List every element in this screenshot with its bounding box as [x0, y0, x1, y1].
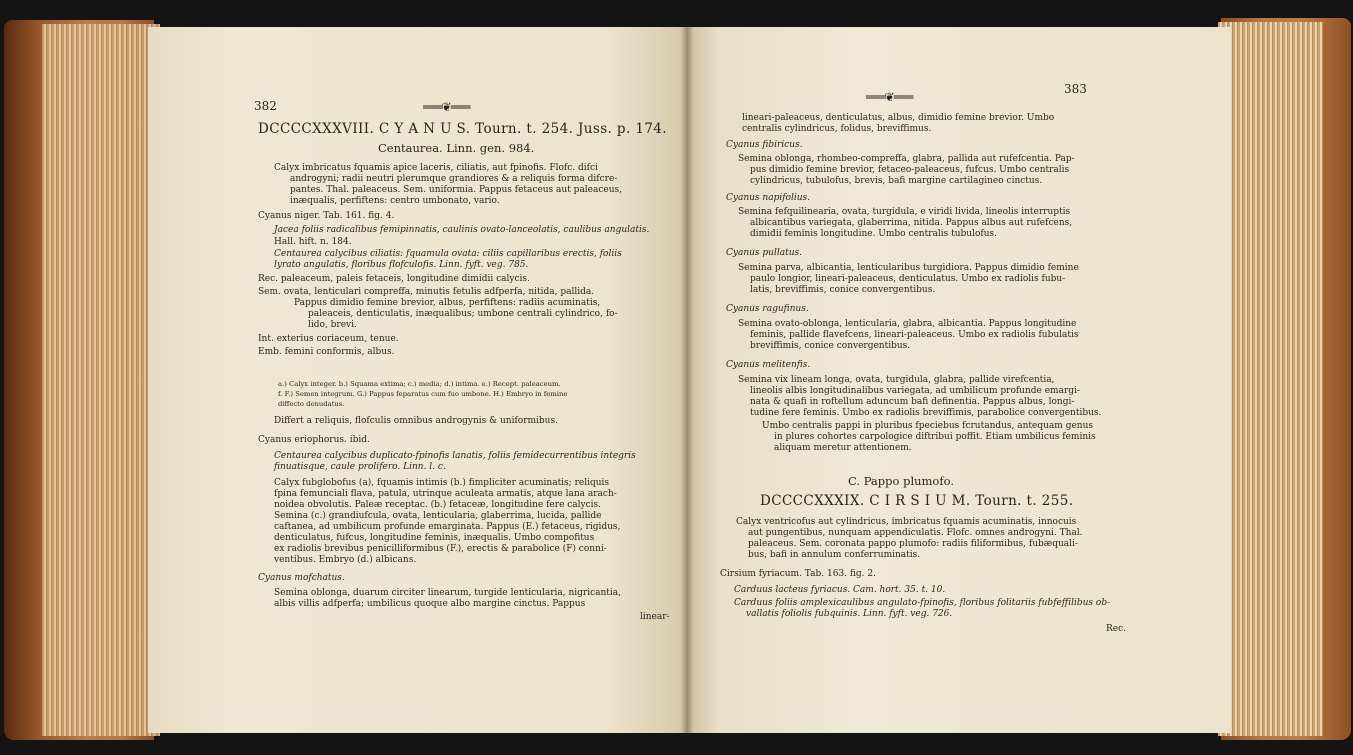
- species-heading: Cyanus melitenfis.: [726, 360, 811, 370]
- text-line: Semina oblonga, duarum circiter linearum, turgide lenticularia, nigricantia,: [274, 588, 622, 598]
- page-number: 382: [254, 99, 277, 113]
- text-line: albis villis adfperfa; umbilicus quoque albo margine cinctus. Pappus: [274, 599, 586, 609]
- species-heading: Cyanus niger. Tab. 161. fig. 4.: [258, 211, 395, 221]
- figure-caption-line: diffecto denudatus.: [278, 400, 345, 408]
- text-line: denticulatus, fufcus, longitudine feminis, inæqualis. Umbo compofitus: [274, 533, 595, 543]
- header-ornament: ═══❦═══: [423, 100, 470, 114]
- text-line: Differt a reliquis, flofculis omnibus androgynis & uniformibus.: [274, 416, 558, 426]
- species-heading: Cyanus napifolius.: [726, 193, 810, 203]
- left-page: [148, 27, 686, 733]
- text-line: Calyx imbricatus fquamis apice laceris, ciliatis, aut fpinofis. Flofc. difci: [274, 163, 598, 173]
- synonym-line: lyrato angulatis, floribus flofculofis. Linn. fyft. veg. 785.: [274, 260, 529, 270]
- text-line: Pappus dimidio femine brevior, albus, perfiftens: radiis acuminatis,: [294, 298, 601, 308]
- figure-caption-line: a.) Calyx integer. b.) Squama extima; c.) media; d.) intima. e.) Recept. paleaceum.: [278, 380, 561, 388]
- text-line: centralis cylindricus, folidus, breviffimus.: [742, 124, 932, 134]
- genus-heading: DCCCCXXXVIII. C Y A N U S. Tourn. t. 254. Juss. p. 174.: [258, 121, 667, 137]
- text-line: albicantibus variegata, glaberrima, nitida. Pappus albus aut rufefcens,: [750, 218, 1073, 228]
- genus-synonym: Centaurea. Linn. gen. 984.: [378, 141, 535, 155]
- text-line: cylindricus, tubulofus, brevis, bafi margine cartilagineo cinctus.: [750, 176, 1043, 186]
- figure-caption-line: f. F.) Semen integrum. G.) Pappus feparatus cum fuo umbone. H.) Embryo in femine: [278, 390, 568, 398]
- text-line: caftanea, ad umbilicum profunde emarginata. Pappus (E.) fetaceus, rigidus,: [274, 522, 621, 532]
- text-line: pantes. Thal. paleaceus. Sem. uniformia. Pappus fetaceus aut paleaceus,: [290, 185, 623, 195]
- catchword: linear-: [640, 612, 670, 622]
- text-line: Calyx ventricofus aut cylindricus, imbricatus fquamis acuminatis, innocuis: [736, 517, 1077, 527]
- text-line: lineari-paleaceus, denticulatus, albus, dimidio femine brevior. Umbo: [742, 113, 1055, 123]
- text-line: inæqualis, perfiftens: centro umbonato, vario.: [290, 196, 500, 206]
- text-line: bus, bafi in annulum conferruminatis.: [748, 550, 921, 560]
- header-ornament: ═══❦═══: [866, 90, 913, 104]
- genus-heading: DCCCCXXXIX. C I R S I U M. Tourn. t. 255.: [760, 493, 1074, 509]
- synonym-line: Centaurea calycibus ciliatis: fquamula ovata: ciliis capillaribus erectis, foliis: [274, 249, 622, 259]
- text-line: Semina ovato-oblonga, lenticularia, glabra, albicantia. Pappus longitudine: [738, 319, 1077, 329]
- text-line: ex radiolis brevibus penicilliformibus (F.), erectis & parabolice (F) conni-: [274, 544, 607, 554]
- text-line: Semina parva, albicantia, lenticularibus turgidiora. Pappus dimidio femine: [738, 263, 1079, 273]
- text-line: Umbo centralis pappi in pluribus fpeciebus fcrutandus, antequam genus: [762, 421, 1093, 431]
- species-heading: Cyanus eriophorus. ibid.: [258, 435, 370, 445]
- text-line: noidea obvolutis. Paleæ receptac. (b.) fetaceæ, longitudine fere calycis.: [274, 500, 602, 510]
- text-line: Sem. ovata, lenticulari compreffa, minutis fetulis adfperfa, nitida, pallida.: [258, 287, 595, 297]
- text-line: Semina vix lineam longa, ovata, turgidula, glabra, pallide virefcentia,: [738, 375, 1055, 385]
- text-line: lido, brevi.: [308, 320, 357, 330]
- text-line: ventibus. Embryo (d.) albicans.: [274, 555, 417, 565]
- text-line: tudine fere feminis. Umbo ex radiolis breviffimis, parabolice convergentibus.: [750, 408, 1102, 418]
- text-line: fpina femunciali flava, patula, utrinque aculeata armatis, atque lana arach-: [274, 489, 617, 499]
- text-line: Calyx fubglobofus (a), fquamis intimis (b.) fimpliciter acuminatis; reliquis: [274, 478, 610, 488]
- book-gutter: [680, 27, 694, 733]
- synonym-line: vallatis foliolis fubquinis. Linn. fyft. veg. 726.: [746, 609, 953, 619]
- catchword: Rec.: [1106, 624, 1127, 634]
- text-line: in plures cohortes carpologice diftribui poffit. Etiam umbilicus feminis: [774, 432, 1096, 442]
- synonym-line: Carduus lacteus fyriacus. Cam. hort. 35. t. 10.: [734, 585, 946, 595]
- synonym-line: Carduus foliis amplexicaulibus angulato-fpinofis, floribus folitariis fubfeffilibus ob-: [734, 598, 1111, 608]
- page-edges-left: [42, 24, 160, 736]
- text-line: feminis, pallide flavefcens, lineari-paleaceus. Umbo ex radiolis fubulatis: [750, 330, 1079, 340]
- synonym-line: finuatisque, caule prolifero. Linn. l. c.: [274, 462, 446, 472]
- text-line: breviffimis, conice convergentibus.: [750, 341, 911, 351]
- synonym-line: Centaurea calycibus duplicato-fpinofis lanatis, foliis femidecurrentibus integris: [274, 451, 636, 461]
- section-heading: C. Pappo plumofo.: [848, 474, 954, 488]
- text-line: Semina (c.) grandiufcula, ovata, lenticularia, glaberrima, lucida, pallide: [274, 511, 602, 521]
- text-line: Emb. femini conformis, albus.: [258, 347, 395, 357]
- text-line: paleaceis, denticulatis, inæqualibus; umbone centrali cylindrico, fo-: [308, 309, 618, 319]
- text-line: Semina fefquilinearia, ovata, turgidula, e viridi livida, lineolis interruptis: [738, 207, 1071, 217]
- text-line: androgyni; radii neutri plerumque grandiores & a reliquis forma difcre-: [290, 174, 618, 184]
- synonym-line: Hall. hift. n. 184.: [274, 237, 352, 247]
- text-line: dimidii feminis longitudine. Umbo centralis tubulofus.: [750, 229, 998, 239]
- text-line: nata & quafi in roftellum aduncum bafi definentia. Pappus albus, longi-: [750, 397, 1075, 407]
- species-heading: Cyanus mofchatus.: [258, 573, 345, 583]
- text-line: latis, breviffimis, conice convergentibus.: [750, 285, 936, 295]
- text-line: Int. exterius coriaceum, tenue.: [258, 334, 399, 344]
- right-page: [686, 27, 1231, 733]
- text-line: Rec. paleaceum, paleis fetaceis, longitudine dimidii calycis.: [258, 274, 530, 284]
- page-number: 383: [1064, 82, 1087, 96]
- text-line: lineolis albis longitudinalibus variegata, ad umbilicum profunde emargi-: [750, 386, 1080, 396]
- text-line: pus dimidio femine brevior, fetaceo-paleaceus, fufcus. Umbo centralis: [750, 165, 1070, 175]
- text-line: aut pungentibus, nunquam appendiculatis. Flofc. omnes androgyni. Thal.: [748, 528, 1083, 538]
- page-edges-right: [1218, 22, 1323, 736]
- species-heading: Cyanus ragufinus.: [726, 304, 809, 314]
- text-line: Semina oblonga, rhombeo-compreffa, glabra, pallida aut rufefcentia. Pap-: [738, 154, 1075, 164]
- synonym-line: Jacea foliis radicalibus femipinnatis, caulinis ovato-lanceolatis, caulibus angulatis.: [274, 225, 650, 235]
- species-heading: Cyanus pullatus.: [726, 248, 802, 258]
- species-heading: Cirsium fyriacum. Tab. 163. fig. 2.: [720, 569, 876, 579]
- text-line: paleaceus. Sem. coronata pappo plumofo: radiis filiformibus, fubæquali-: [748, 539, 1078, 549]
- species-heading: Cyanus fibiricus.: [726, 140, 803, 150]
- text-line: aliquam meretur attentionem.: [774, 443, 912, 453]
- text-line: paulo longior, lineari-paleaceus, denticulatus. Umbo ex radiolis fubu-: [750, 274, 1066, 284]
